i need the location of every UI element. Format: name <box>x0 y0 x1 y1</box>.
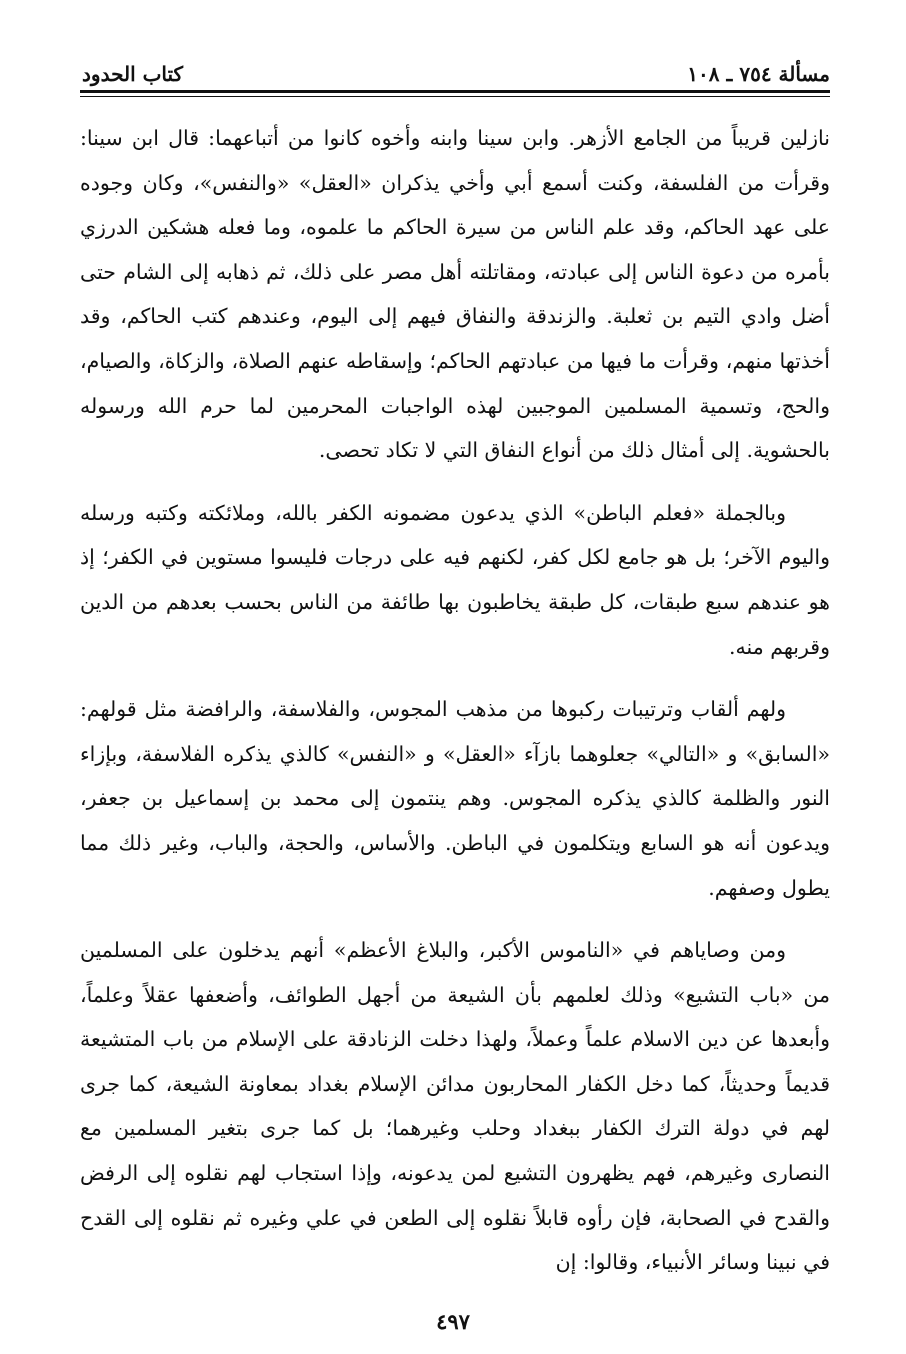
page-number: ٤٩٧ <box>436 1309 470 1334</box>
paragraph-2: وبالجملة «فعلم الباطن» الذي يدعون مضمونه الكفر بالله، وملائكته وكتبه ورسله واليوم الآخر؛ بل هو جامع لكل كفر، لكنهم فيه على درجات فليسوا مستوين في الكفر؛ إذ هو عندهم سبع طبقات، كل طبقة يخاطبون بها طائفة من الناس بحسب بعدهم من الدين وقربهم منه. <box>80 500 830 659</box>
book-title: كتاب الحدود <box>82 62 184 86</box>
paragraph-4: ومن وصاياهم في «الناموس الأكبر، والبلاغ الأعظم» أنهم يدخلون على المسلمين من «باب التشيع» وذلك لعلمهم بأن الشيعة من أجهل الطوائف، وأضعفها عقلاً وعلماً، وأبعدها عن دين الاسلام علماً وعملاً، ولهذا دخلت الزنادقة على الإسلام من باب المتشيعة قديماً وحديثاً، كما دخل الكفار المحاربون مدائن الإسلام بغداد بمعاونة الشيعة، كما جرى لهم في دولة الترك الكفار ببغداد وحلب وغيرهما؛ بل كما جرى بتغير المسلمين مع النصارى وغيرهم، فهم يظهرون التشيع لمن يدعونه، وإذا استجاب لهم نقلوه إلى الرفض والقدح في الصحابة، فإن رأوه قابلاً نقلوه إلى الطعن في علي وغيره ثم نقلوه إلى القدح في نبينا وسائر الأنبياء، وقالوا: إن <box>80 938 830 1275</box>
paragraph-3: ولهم ألقاب وترتيبات ركبوها من مذهب المجوس، والفلاسفة، والرافضة مثل قولهم: «السابق» و «التالي» جعلوهما بازآء «العقل» و «النفس» كالذي يذكره الفلاسفة، وبإزاء النور والظلمة كالذي يذكره المجوس. وهم ينتمون إلى محمد بن إسماعيل بن جعفر، ويدعون أنه هو السابع ويتكلمون في الباطن. والأساس، والحجة، والباب، وغير ذلك مما يطول وصفهم. <box>80 697 830 900</box>
running-header <box>82 50 830 86</box>
issue-number: مسألة ٧٥٤ ـ ١٠٨ <box>687 62 830 86</box>
main-text <box>80 116 830 1285</box>
paragraph-1: نازلين قريباً من الجامع الأزهر. وابن سينا وابنه وأخوه كانوا من أتباعهما: قال ابن سينا: وقرأت من الفلسفة، وكنت أسمع أبي وأخي يذكران «العقل» «والنفس»، وكان وجوده على عهد الحاكم، وقد علم الناس من سيرة الحاكم ما علموه، وما فعله هشكين الدرزي بأمره من دعوة الناس إلى عبادته، ومقاتلته أهل مصر على ذلك، ثم ذهابه إلى الشام حتى أضل وادي التيم بن ثعلبة. والزندقة والنفاق فيهم إلى اليوم، وعندهم كتب الحاكم، وقد أخذتها منهم، وقرأت ما فيها من عبادتهم الحاكم؛ وإسقاطه عنهم الصلاة، والزكاة، والصيام، والحج، وتسمية المسلمين الموجبين لهذه الواجبات المحرمين لما حرم الله ورسوله بالحشوية. إلى أمثال ذلك من أنواع النفاق التي لا تكاد تحصى. <box>80 126 830 463</box>
header-rule-thick <box>80 90 830 93</box>
header-rule-thin <box>80 96 830 97</box>
